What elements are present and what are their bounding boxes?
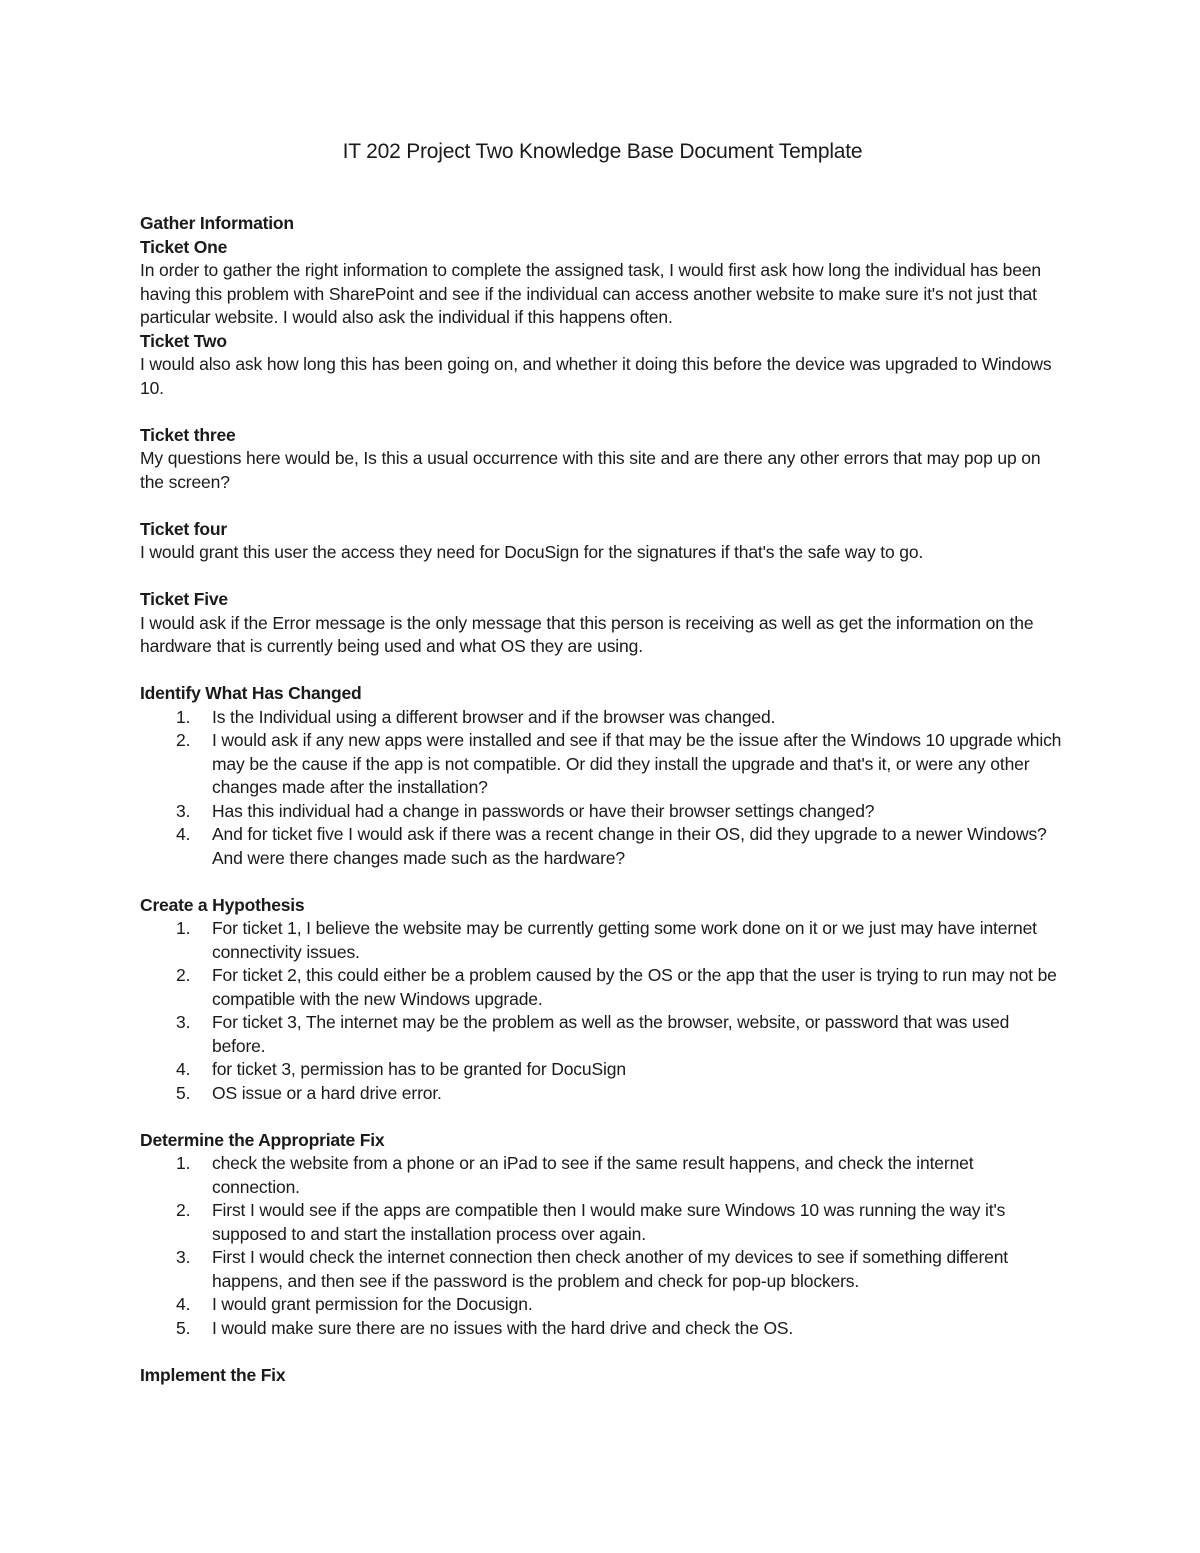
ticket-two-text: I would also ask how long this has been going on, and whether it doing this before the device was upgraded to Windows 10. (140, 354, 1052, 398)
list-item-text: Is the Individual using a different browser and if the browser was changed. (212, 706, 776, 727)
list-number: 4. (176, 824, 191, 844)
section-heading-identify-changes: Identify What Has Changed (140, 683, 362, 703)
list-number: 2. (176, 1200, 191, 1220)
list-item (140, 1293, 1065, 1317)
list-number: 2. (176, 965, 191, 985)
list-item-text: First I would see if the apps are compatible then I would make sure Windows 10 was running the way it's supposed to and start the installation process over again. (212, 1200, 1006, 1244)
list-item (140, 800, 1065, 824)
list-item (140, 1246, 1065, 1293)
section-heading-gather-information: Gather Information (140, 213, 294, 233)
section-heading-implement-fix: Implement the Fix (140, 1364, 286, 1385)
list-item-text: First I would check the internet connection then check another of my devices to see if something different happens, and then see if the password is the problem and check for pop-up blockers. (212, 1247, 1009, 1291)
list-number: 5. (176, 1082, 191, 1103)
fix-list (140, 1152, 1065, 1340)
list-item (140, 1082, 1065, 1106)
list-item (140, 917, 1065, 964)
list-item (140, 706, 1065, 730)
list-item-text: For ticket 3, The internet may be the problem as well as the browser, website, or password that was used before. (212, 1012, 1010, 1056)
list-item (140, 1011, 1065, 1058)
list-number: 3. (176, 1247, 191, 1267)
hypothesis-list (140, 917, 1065, 1105)
section-heading-determine-fix: Determine the Appropriate Fix (140, 1129, 385, 1150)
list-number: 4. (176, 1294, 191, 1314)
ticket-four-heading: Ticket four (140, 518, 227, 539)
list-number: 2. (176, 730, 191, 750)
list-item-text: And for ticket five I would ask if there was a recent change in their OS, did they upgrade to a newer Windows? And were there changes made such as the hardware? (212, 824, 1047, 868)
list-item (140, 964, 1065, 1011)
ticket-two-heading: Ticket Two (140, 330, 227, 351)
list-item (140, 1317, 1065, 1341)
identify-changes-list (140, 706, 1065, 871)
list-item-text: for ticket 3, permission has to be granted for DocuSign (212, 1059, 626, 1079)
document-content (140, 138, 1065, 1387)
ticket-three-heading: Ticket three (140, 424, 236, 445)
list-item-text: check the website from a phone or an iPad to see if the same result happens, and check the internet connection. (212, 1153, 974, 1197)
list-number: 3. (176, 1012, 191, 1032)
list-number: 5. (176, 1317, 191, 1338)
ticket-three-text: My questions here would be, Is this a usual occurrence with this site and are there any other errors that may pop up on the screen? (140, 448, 1041, 492)
list-item (140, 729, 1065, 800)
ticket-one-heading: Ticket One (140, 236, 228, 257)
list-item (140, 1199, 1065, 1246)
ticket-five-text: I would ask if the Error message is the only message that this person is receiving as well as get the information on the hardware that is currently being used and what OS they are using. (140, 612, 1034, 656)
list-item-text: OS issue or a hard drive error. (212, 1082, 442, 1103)
list-item-text: I would make sure there are no issues with the hard drive and check the OS. (212, 1317, 794, 1338)
list-number: 4. (176, 1059, 191, 1079)
list-item-text: Has this individual had a change in passwords or have their browser settings changed? (212, 800, 875, 821)
list-item-text: For ticket 1, I believe the website may be currently getting some work done on it or we just may have internet connectivity issues. (212, 918, 1037, 962)
list-number: 1. (176, 706, 191, 727)
ticket-five-heading: Ticket Five (140, 589, 228, 609)
list-item (140, 823, 1065, 870)
document-title: IT 202 Project Two Knowledge Base Document Template (342, 140, 863, 163)
list-number: 3. (176, 800, 191, 821)
ticket-one-text: In order to gather the right information to complete the assigned task, I would first ask how long the individual has been having this problem with SharePoint and see if the individual can access another website to make sure it's not just that particular website. I would also ask the individual if this happens often. (140, 260, 1041, 327)
list-number: 1. (176, 918, 191, 938)
list-item (140, 1152, 1065, 1199)
list-item-text: I would ask if any new apps were installed and see if that may be the issue after the Windows 10 upgrade which may be the cause if the app is not compatible. Or did they install the upgrade and that's it, or were any other changes made after the installation? (212, 730, 1062, 797)
ticket-four-text: I would grant this user the access they need for DocuSign for the signatures if that's the safe way to go. (140, 542, 924, 562)
list-number: 1. (176, 1153, 191, 1173)
list-item (140, 1058, 1065, 1082)
section-heading-hypothesis: Create a Hypothesis (140, 894, 305, 915)
list-item-text: For ticket 2, this could either be a problem caused by the OS or the app that the user is trying to run may not be compatible with the new Windows upgrade. (212, 965, 1057, 1009)
list-item-text: I would grant permission for the Docusign. (212, 1294, 533, 1314)
